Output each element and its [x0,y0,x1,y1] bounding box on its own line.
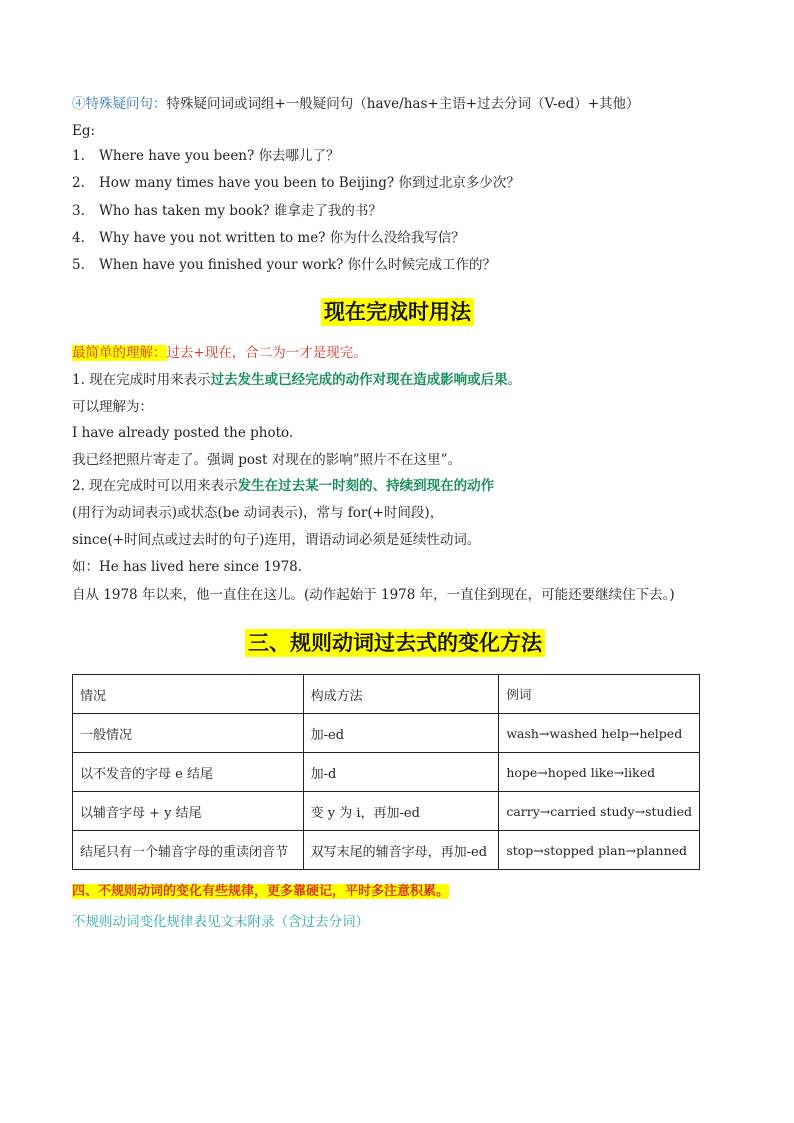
usage-example-cn: 我已经把照片寄走了。强调 post 对现在的影响”照片不在这里”。 [72,452,462,468]
table-cell: 加-d [303,753,499,792]
table-cell: 双写末尾的辅音字母，再加-ed [303,831,499,870]
simple-understanding-label: 最简单的理解： [72,345,167,361]
table-header-cell: 例词 [499,675,700,714]
table-cell: stop→stopped plan→planned [499,831,700,870]
table-cell: 以辅音字母 + y 结尾 [73,792,304,831]
appendix-link[interactable]: 不规则动词变化规律表见文末附录（含过去分词） [72,914,369,930]
simple-understanding-line [72,343,367,363]
table-cell: hope→hoped like→liked [499,753,700,792]
usage-point-1-suffix: 。 [507,372,522,388]
usage-point-2-line2: (用行为动词表示)或状态(be 动词表示)，常与 for(+时间段)， [72,505,444,521]
irregular-verbs-note-text: 四、不规则动词的变化有些规律，更多靠硬记，平时多注意积累。 [72,884,450,899]
table-row [73,792,700,831]
eg-label: Eg: [72,123,96,139]
table-cell: carry→carried study→studied [499,792,700,831]
usage-example-en: I have already posted the photo. [72,425,294,441]
example-number: 2. [72,175,85,191]
special-question-rule-line [72,94,640,114]
table-cell: 以不发音的字母 e 结尾 [73,753,304,792]
table-header-row [73,675,700,714]
usage-point-2-example-en: 如：He has lived here since 1978. [72,559,303,575]
understand-label: 可以理解为： [72,399,153,415]
table-cell: 加-ed [303,714,499,753]
example-text: How many times have you been to Beijing? 你到过北京多少次？ [99,175,520,191]
example-text: Who has taken my book? 谁拿走了我的书？ [99,203,382,219]
table-row [73,714,700,753]
table-cell: wash→washed help→helped [499,714,700,753]
simple-understanding-text: 过去+现在，合二为一才是现完。 [166,345,367,361]
usage-point-2-highlight: 发生在过去某一时刻的、持续到现在的动作 [237,478,495,494]
table-row [73,753,700,792]
usage-point-2-prefix: 2. 现在完成时可以用来表示 [72,478,238,494]
usage-point-1-highlight: 过去发生或已经完成的动作对现在造成影响或后果 [210,372,508,388]
usage-heading: 现在完成时用法 [321,298,474,326]
usage-point-1 [72,370,521,390]
example-text: Why have you not written to me? 你为什么没给我写信？ [99,230,465,246]
special-question-rule: 特殊疑问词或词组+一般疑问句（have/has+主语+过去分词（V-ed）+其他） [166,96,640,112]
example-text: Where have you been? 你去哪儿了？ [99,148,340,164]
usage-point-2 [72,476,494,496]
example-text: When have you finished your work? 你什么时候完成工作的？ [99,257,497,273]
irregular-verbs-note [72,882,449,902]
usage-point-2-line3: since(+时间点或过去时的句子)连用，谓语动词必须是延续性动词。 [72,532,481,548]
table-cell: 一般情况 [73,714,304,753]
table-header-cell: 构成方法 [303,675,499,714]
example-number: 1. [72,148,85,164]
table-row [73,831,700,870]
special-question-label: ④特殊疑问句： [72,96,167,112]
usage-point-1-prefix: 1. 现在完成时用来表示 [72,372,211,388]
table-header-cell: 情况 [73,675,304,714]
usage-point-2-example-cn: 自从 1978 年以来，他一直住在这儿。(动作起始于 1978 年，一直住到现在，可能还要继续住下去。) [72,587,675,603]
example-number: 5. [72,257,85,273]
example-number: 3. [72,203,85,219]
regular-verbs-table [72,674,700,870]
table-cell: 结尾只有一个辅音字母的重读闭音节 [73,831,304,870]
table-cell: 变 y 为 i，再加-ed [303,792,499,831]
example-number: 4. [72,230,85,246]
regular-verbs-heading: 三、规则动词过去式的变化方法 [245,629,545,657]
